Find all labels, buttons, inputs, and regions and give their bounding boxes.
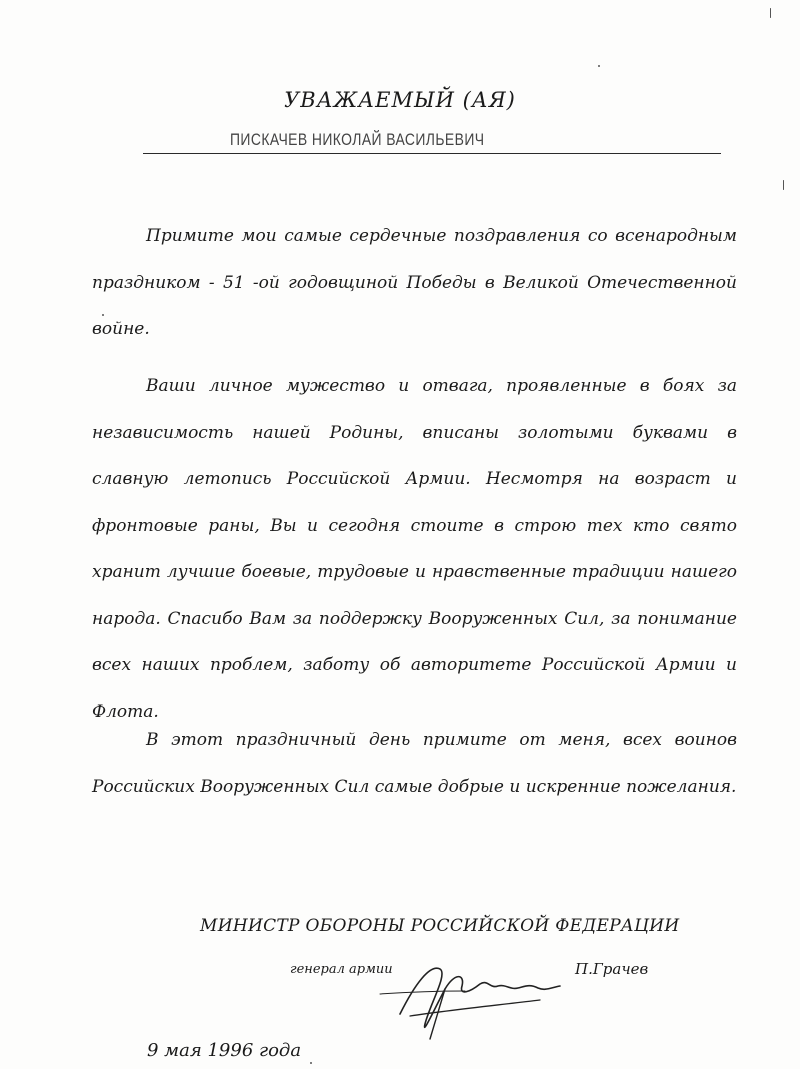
paper-speck — [102, 314, 104, 316]
greeting-heading: УВАЖАЕМЫЙ (АЯ) — [284, 88, 516, 112]
letter-paragraph-3 — [92, 717, 737, 810]
minister-title: МИНИСТР ОБОРОНЫ РОССИЙСКОЙ ФЕДЕРАЦИИ — [200, 916, 680, 936]
paragraph-text: В этот праздничный день примите от меня, всех воинов Российских Вооруженных Сил самые добрые и искренние пожелания. — [92, 730, 737, 797]
paper-speck — [783, 180, 784, 190]
handwritten-signature — [370, 944, 570, 1044]
paper-speck — [598, 65, 600, 67]
letter-date: 9 мая 1996 года — [147, 1040, 302, 1061]
paragraph-text: Примите мои самые сердечные поздравления со всенародным праздником - 51 -ой годовщиной Победы в Великой Отечественной войне. — [92, 226, 737, 339]
paper-speck — [310, 1062, 312, 1064]
recipient-underline — [143, 153, 721, 154]
letter-paragraph-2 — [92, 363, 737, 735]
paper-speck — [770, 8, 771, 18]
recipient-name: ПИСКАЧЕВ НИКОЛАЙ ВАСИЛЬЕВИЧ — [230, 130, 485, 149]
letter-paragraph-1 — [92, 213, 737, 353]
paragraph-text: Ваши личное мужество и отвага, проявленные в боях за независимость нашей Родины, вписаны золотыми буквами в славную летопись Российской Армии. Несмотря на возраст и фронтовые раны, Вы и сегодня стоите в строю тех кто свято хранит лучшие боевые, трудовые и нравственные традиции нашего народа. Спасибо Вам за поддержку Вооруженных Сил, за понимание всех наших проблем, заботу об авторитете Российской Армии и Флота. — [92, 376, 737, 722]
signer-name: П.Грачев — [575, 960, 649, 978]
signer-rank: генерал армии — [290, 962, 393, 977]
